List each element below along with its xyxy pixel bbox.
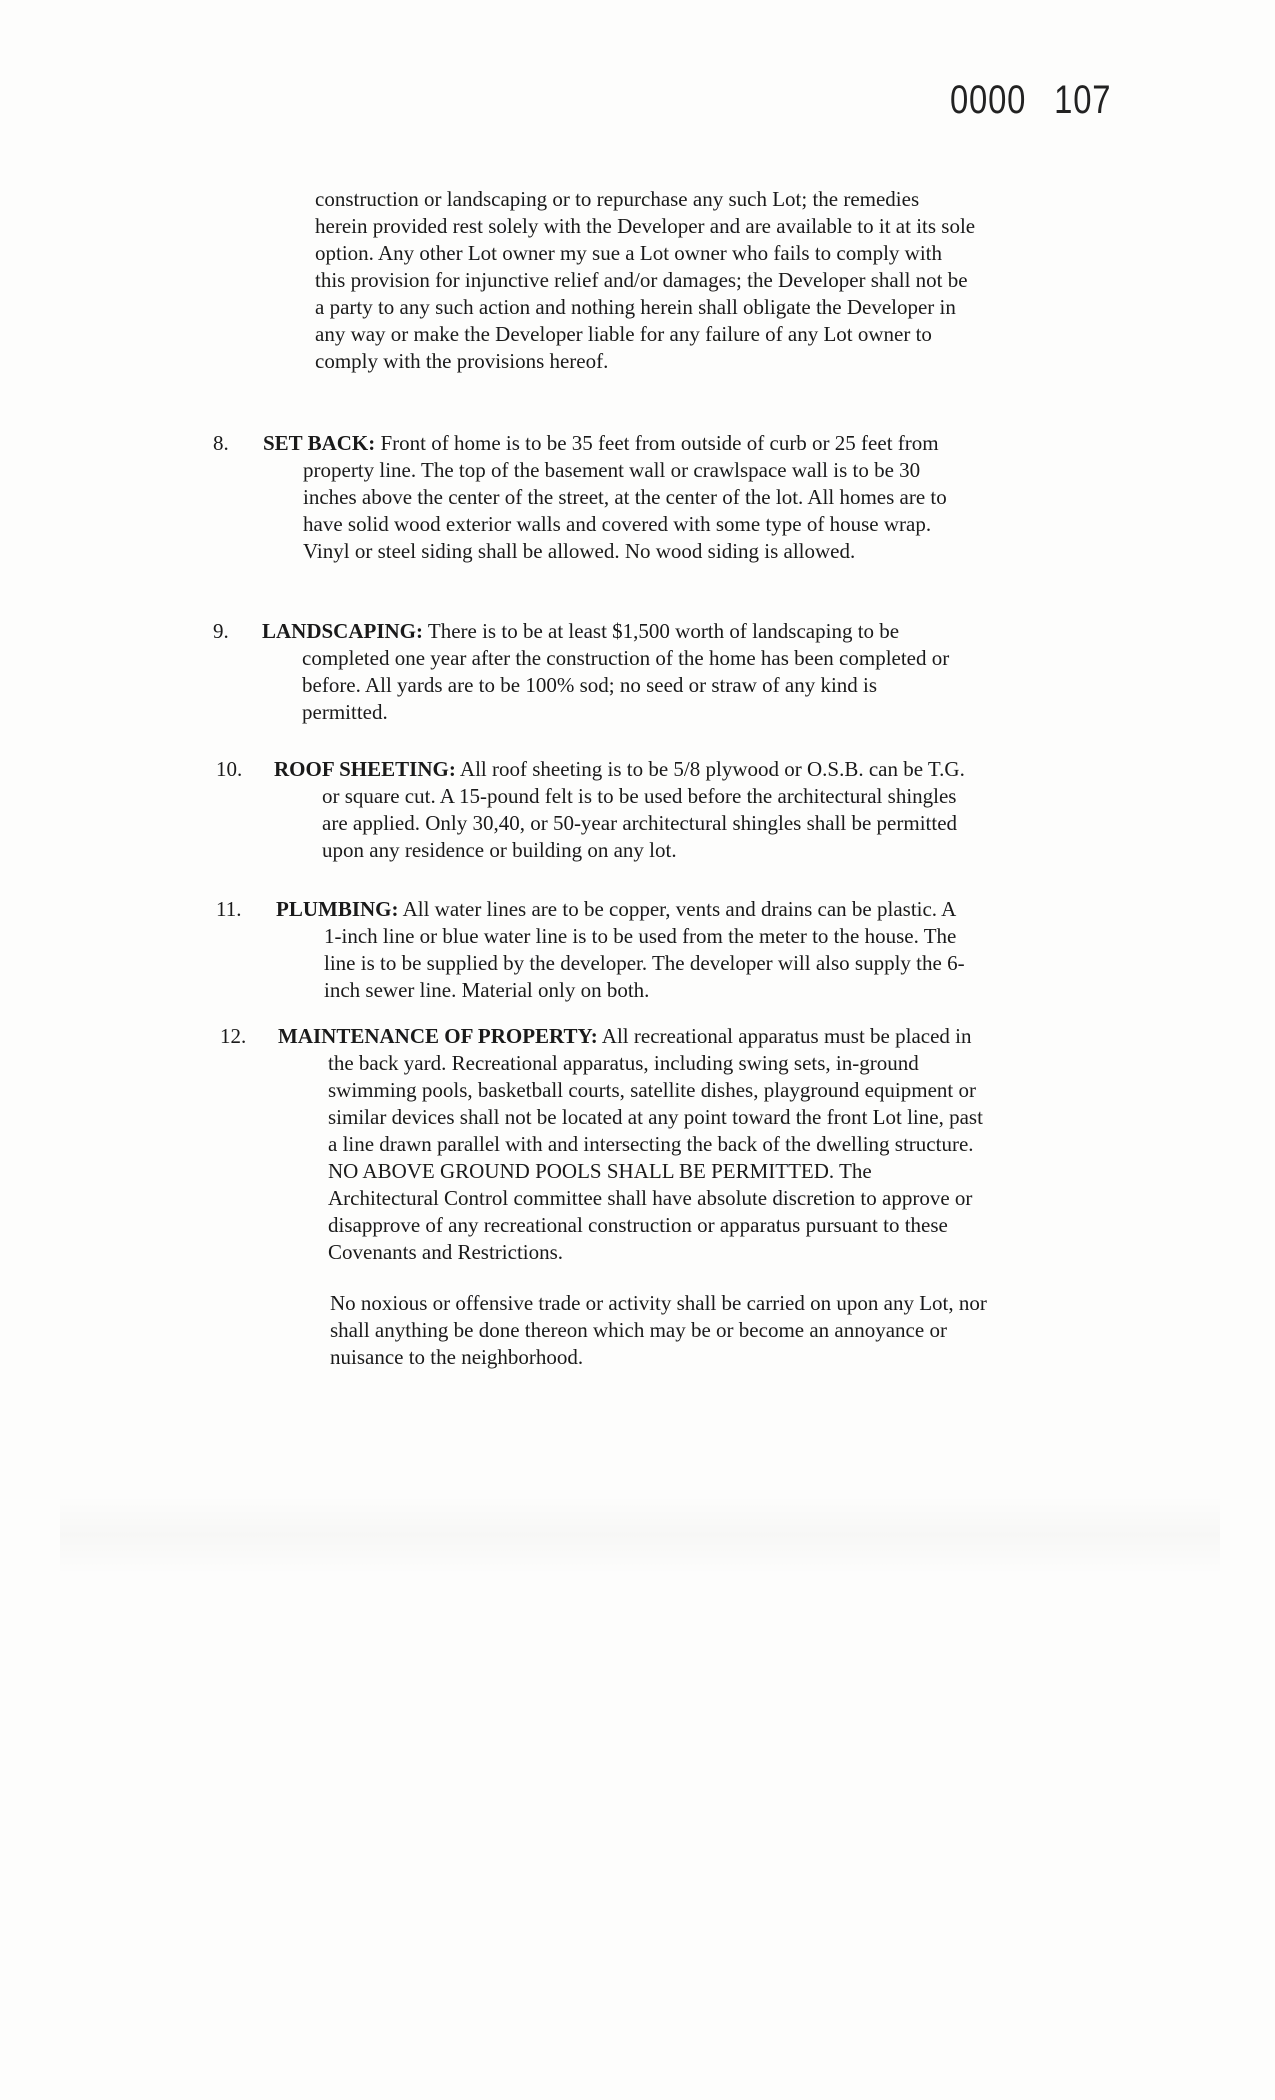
page-number-right: 107 (1054, 78, 1112, 122)
section-line: a line drawn parallel with and intersecting the back of the dwelling structure. (328, 1132, 974, 1156)
section-first-line: All roof sheeting is to be 5/8 plywood or O.S.B. can be T.G. (455, 757, 965, 781)
section-body (262, 618, 1042, 726)
section-line: line is to be supplied by the developer. The developer will also supply the 6- (324, 951, 965, 975)
section-heading: SET BACK: (263, 431, 376, 455)
section-number: 9. (213, 619, 229, 643)
section-line: are applied. Only 30,40, or 50-year architectural shingles shall be permitted (322, 811, 958, 835)
section-number: 10. (216, 757, 243, 781)
section-first-line: There is to be at least $1,500 worth of landscaping to be (423, 619, 900, 643)
section-heading: PLUMBING: (276, 897, 399, 921)
intro-line: construction or landscaping or to repurchase any such Lot; the remedies (315, 187, 920, 211)
section-line: before. All yards are to be 100% sod; no seed or straw of any kind is (302, 673, 878, 697)
section-line: or square cut. A 15-pound felt is to be used before the architectural shingles (322, 784, 957, 808)
intro-line: a party to any such action and nothing herein shall obligate the Developer in (315, 295, 956, 319)
section-line: have solid wood exterior walls and covered with some type of house wrap. (303, 512, 932, 536)
section-heading: MAINTENANCE OF PROPERTY: (278, 1024, 598, 1048)
intro-line: herein provided rest solely with the Developer and are available to it at its sole (315, 214, 976, 238)
section-heading: ROOF SHEETING: (274, 757, 456, 781)
section-line: inch sewer line. Material only on both. (324, 978, 650, 1002)
section-number: 12. (220, 1024, 247, 1048)
section-heading: LANDSCAPING: (262, 619, 424, 643)
section-line: swimming pools, basketball courts, satellite dishes, playground equipment or (328, 1078, 976, 1102)
section-line: upon any residence or building on any lot. (322, 838, 677, 862)
section-line: 1-inch line or blue water line is to be used from the meter to the house. The (324, 924, 957, 948)
section-line: Architectural Control committee shall have absolute discretion to approve or (328, 1186, 973, 1210)
section-number: 11. (216, 897, 242, 921)
section-line: similar devices shall not be located at any point toward the front Lot line, past (328, 1105, 983, 1129)
section-line: NO ABOVE GROUND POOLS SHALL BE PERMITTED. The (328, 1159, 872, 1183)
intro-paragraph (315, 186, 1075, 375)
intro-line: any way or make the Developer liable for any failure of any Lot owner to (315, 322, 932, 346)
section-line: permitted. (302, 700, 388, 724)
section-line: property line. The top of the basement wall or crawlspace wall is to be 30 (303, 458, 921, 482)
section-line: the back yard. Recreational apparatus, including swing sets, in-ground (328, 1051, 919, 1075)
intro-line: this provision for injunctive relief and/or damages; the Developer shall not be (315, 268, 968, 292)
section-body (274, 756, 1054, 864)
section-body (276, 896, 1056, 1004)
closing-line: No noxious or offensive trade or activity shall be carried on upon any Lot, nor (330, 1291, 987, 1315)
closing-line: nuisance to the neighborhood. (330, 1345, 584, 1369)
section-line: Covenants and Restrictions. (328, 1240, 564, 1264)
closing-line: shall anything be done thereon which may be or become an annoyance or (330, 1318, 947, 1342)
section-body (278, 1023, 1078, 1266)
section-line: completed one year after the construction of the home has been completed or (302, 646, 950, 670)
closing-paragraph (330, 1290, 1090, 1371)
section-line: inches above the center of the street, at the center of the lot. All homes are to (303, 485, 947, 509)
intro-line: option. Any other Lot owner my sue a Lot owner who fails to comply with (315, 241, 942, 265)
scan-artifact (60, 1495, 1220, 1575)
section-line: disapprove of any recreational construction or apparatus pursuant to these (328, 1213, 948, 1237)
page-number-left: 0000 (950, 78, 1027, 122)
section-line: Vinyl or steel siding shall be allowed. No wood siding is allowed. (303, 539, 856, 563)
intro-line: comply with the provisions hereof. (315, 349, 609, 373)
section-first-line: All water lines are to be copper, vents and drains can be plastic. A (398, 897, 957, 921)
section-body (263, 430, 1043, 565)
section-first-line: Front of home is to be 35 feet from outside of curb or 25 feet from (375, 431, 939, 455)
page-number (950, 78, 1111, 123)
section-number: 8. (213, 431, 229, 455)
section-first-line: All recreational apparatus must be placed in (597, 1024, 972, 1048)
